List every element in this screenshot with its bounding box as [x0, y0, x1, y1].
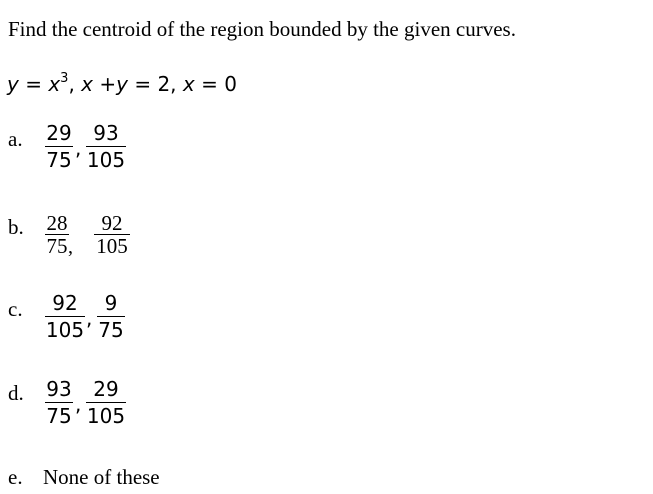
numerator: 93	[93, 121, 119, 145]
equation-x: x	[182, 72, 195, 96]
numerator: 9	[104, 291, 118, 315]
fraction-second	[86, 122, 126, 171]
fraction-bar	[45, 402, 73, 403]
equation-y: y	[116, 72, 128, 96]
fraction-second	[86, 378, 126, 427]
choice-b[interactable]	[0, 208, 300, 278]
choice-letter: a.	[8, 127, 23, 151]
choice-c[interactable]	[0, 288, 300, 358]
choice-letter: c.	[8, 297, 23, 321]
fraction-second	[94, 212, 130, 257]
equation-equals-zero: = 0	[194, 72, 237, 96]
fraction-first	[45, 378, 73, 427]
denominator: 105	[86, 404, 126, 428]
choice-letter: b.	[8, 215, 24, 239]
denominator: 75	[46, 234, 68, 258]
denominator: 105	[96, 234, 128, 258]
denominator: 75	[46, 148, 72, 172]
denominator: 105	[86, 148, 126, 172]
choice-letter: d.	[8, 381, 24, 405]
equation-separator: ,	[68, 72, 82, 96]
fraction-bar	[45, 146, 73, 147]
comma: ,	[68, 236, 73, 258]
numerator: 92	[52, 291, 78, 315]
equation-x: x	[81, 72, 94, 96]
numerator: 93	[46, 377, 72, 401]
equation-equals: =	[18, 72, 49, 96]
fraction-first	[45, 122, 73, 171]
equation-x: x	[48, 72, 61, 96]
denominator: 75	[46, 404, 72, 428]
choice-text: None of these	[43, 465, 160, 489]
question-text: Find the centroid of the region bounded by the given curves.	[8, 17, 516, 41]
equation-plus: +	[93, 72, 117, 96]
fraction-bar	[97, 316, 125, 317]
fraction-bar	[86, 146, 126, 147]
equation-y: y	[7, 72, 19, 96]
denominator: 75	[98, 318, 124, 342]
fraction-bar	[86, 402, 126, 403]
denominator: 105	[45, 318, 85, 342]
comma: ,	[75, 392, 82, 416]
choice-a[interactable]	[0, 118, 300, 188]
fraction-bar	[45, 316, 85, 317]
comma: ,	[75, 136, 82, 160]
numerator: 29	[93, 377, 119, 401]
fraction-first	[45, 212, 69, 257]
numerator: 92	[101, 211, 123, 235]
equation	[7, 71, 237, 97]
choice-letter: e.	[8, 465, 23, 489]
comma: ,	[86, 306, 93, 330]
fraction-first	[45, 292, 85, 341]
numerator: 29	[46, 121, 72, 145]
choice-e[interactable]	[0, 462, 300, 492]
equation-equals-two: = 2,	[127, 72, 183, 96]
numerator: 28	[46, 211, 68, 235]
equation-exponent: 3	[60, 71, 69, 86]
fraction-second	[97, 292, 125, 341]
choice-d[interactable]	[0, 374, 300, 444]
